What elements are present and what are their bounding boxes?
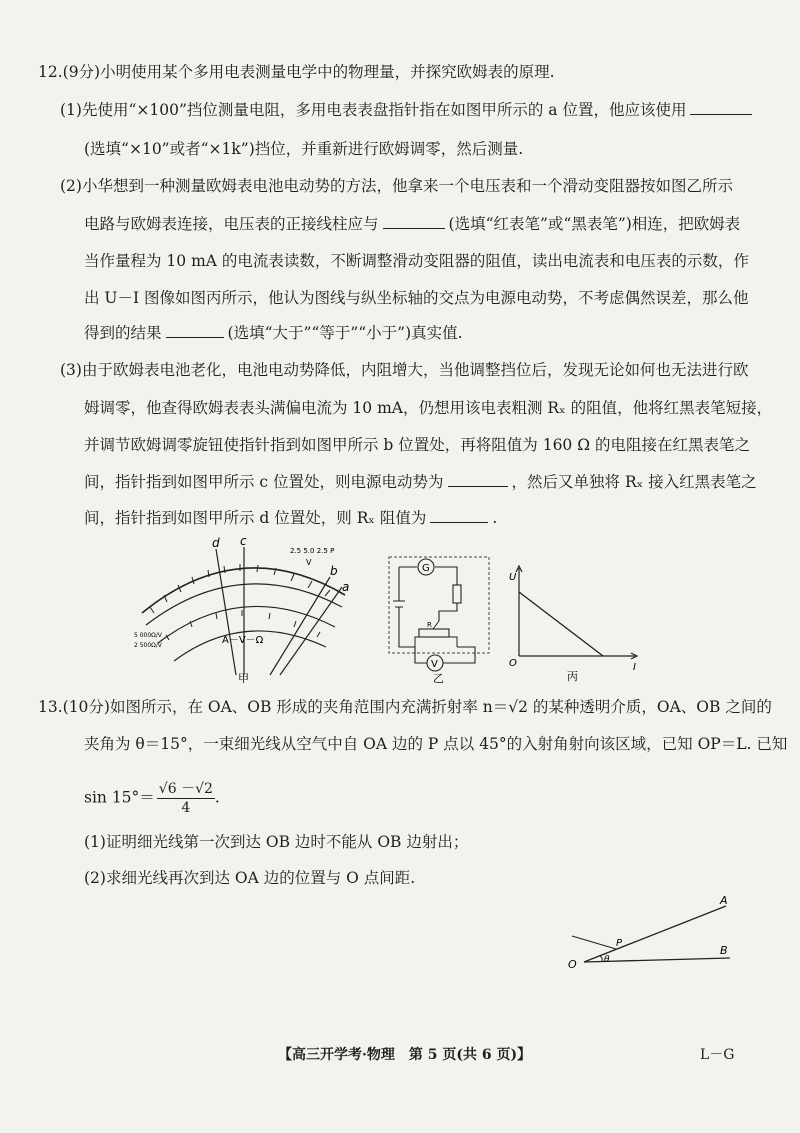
q12-part2-line4: 出 U－I 图像如图丙所示，他认为图线与纵坐标轴的交点为电源电动势，不考虑偶然误差，那么他 [84,289,749,307]
q12-part1-line1 [60,100,752,120]
answer-blank-5[interactable] [430,508,488,523]
q12-part2-line2 [84,214,740,234]
dial-range-label-2: 2 500Ω/V [134,642,162,649]
q12-part3-line2: 姆调零，他查得欧姆表表头满偏电流为 10 mA，仍想用该电表粗测 Rₓ 的阻值，他将红黑表笔短接， [84,399,773,417]
q12-part2-text-d: (选填“大于”“等于”“小于”)真实值. [227,324,463,342]
q12-part2-text-a: 电路与欧姆表连接，电压表的正接线柱应与 [84,215,379,233]
q12-part3-text-a: 间，指针指到如图甲所示 c 位置处，则电源电动势为 [84,473,444,491]
page-code: L－G [700,1047,735,1063]
q12-part3-text-d: . [492,509,498,527]
rheostat-symbol [419,629,449,637]
q13-sin-numerator: √6 －√2 [158,781,213,797]
answer-blank-4[interactable] [448,472,508,487]
q12-part2-line5 [84,323,463,343]
pointer-label-a: a [342,580,350,594]
label-theta: θ [604,955,610,965]
angle-theta-arc [600,956,602,962]
ui-graph-x-label: I [633,662,636,673]
q12-part2-text-b: (选填“红表笔”或“黑表笔”)相连，把欧姆表 [448,215,741,233]
answer-blank-3[interactable] [166,323,224,338]
label-b: B [720,944,728,957]
q12-part3-line5 [84,508,497,528]
figure-bing-ui-graph [505,562,645,682]
label-a: A [720,894,728,907]
page-footer: 【高三开学考·物理 第 5 页(共 6 页)】 [278,1047,532,1063]
incident-light-ray [572,936,616,949]
figure-jia-label: 甲 [238,672,249,685]
figure-jia-multimeter-dial [130,535,370,685]
q12-part3-text-c: 间，指针指到如图甲所示 d 位置处，则 Rₓ 阻值为 [84,509,427,527]
q13-sin-suffix: . [214,788,220,807]
q13-sin-prefix: sin 15°＝ [84,788,155,807]
q12-part2-text-c: 得到的结果 [84,324,162,342]
q13-sin-fraction [157,780,215,817]
q12-part2-line1: (2)小华想到一种测量欧姆表电池电动势的方法，他拿来一个电压表和一个滑动变阻器按如图乙所示 [60,177,733,195]
figure-bing-label: 丙 [567,670,578,682]
q12-part3-text-b: ，然后又单独将 Rₓ 接入红黑表笔之 [511,473,757,491]
q13-line2: 夹角为 θ＝15°，一束细光线从空气中自 OA 边的 P 点以 45°的入射角射向该区域，已知 OP＝L. 已知 [84,735,788,753]
answer-blank-1[interactable] [690,100,752,115]
ui-graph-y-label: U [509,572,517,583]
dial-range-label-1: 5 000Ω/V [134,632,162,639]
label-p: P [616,938,623,949]
q13-part2: (2)求细光线再次到达 OA 边的位置与 O 点间距. [84,869,416,887]
q13-sin-denominator: 4 [181,800,191,816]
ui-graph-origin: O [509,658,517,669]
q12-part3-line3: 并调节欧姆调零旋钮使指针指到如图甲所示 b 位置处，再将阻值为 160 Ω 的电阻接在红黑表笔之 [84,436,750,454]
q13-sin-line [84,780,220,817]
q12-header: 12.(9分)小明使用某个多用电表测量电学中的物理量，并探究欧姆表的原理. [38,63,555,81]
q12-part1-text: (1)先使用“×100”挡位测量电阻，多用电表表盘指针指在如图甲所示的 a 位置，他应该使用 [60,101,687,119]
ui-graph-line [519,592,603,656]
figure-yi-circuit [385,555,495,685]
figure-13-wedge [560,892,740,982]
voltmeter-label: V [431,659,438,670]
q12-part2-line3: 当作量程为 10 mA 的电流表读数，不断调整滑动变阻器的阻值，读出电流表和电压表的示数，作 [84,252,749,270]
dial-top-scale: 2.5 5.0 2.5 P [290,547,335,555]
q13-header: 13.(10分)如图所示，在 OA、OB 形成的夹角范围内充满折射率 n＝√2 的某种透明介质，OA、OB 之间的 [38,698,772,716]
pointer-label-c: c [240,535,247,548]
label-o: O [568,958,577,971]
galvanometer-label: G [422,563,430,574]
q12-part3-line4 [84,472,757,492]
dial-unit-label: V [306,558,312,567]
pointer-b [270,577,330,675]
q12-part1-line2: (选填“×10”或者“×1k”)挡位，并重新进行欧姆调零，然后测量. [84,140,524,158]
pointer-a [280,587,342,675]
ray-oa [584,906,726,962]
rheostat-label: R [427,621,432,629]
internal-resistor [453,585,461,603]
dial-center-label: A－V－Ω [222,635,264,646]
pointer-label-d: d [212,536,220,550]
figure-yi-label: 乙 [433,672,444,685]
answer-blank-2[interactable] [383,214,445,229]
q13-part1: (1)证明细光线第一次到达 OB 边时不能从 OB 边射出； [84,833,469,851]
q12-part3-line1: (3)由于欧姆表电池老化，电池电动势降低，内阻增大，当他调整挡位后，发现无论如何也无法进行欧 [60,361,749,379]
pointer-label-b: b [330,564,338,578]
